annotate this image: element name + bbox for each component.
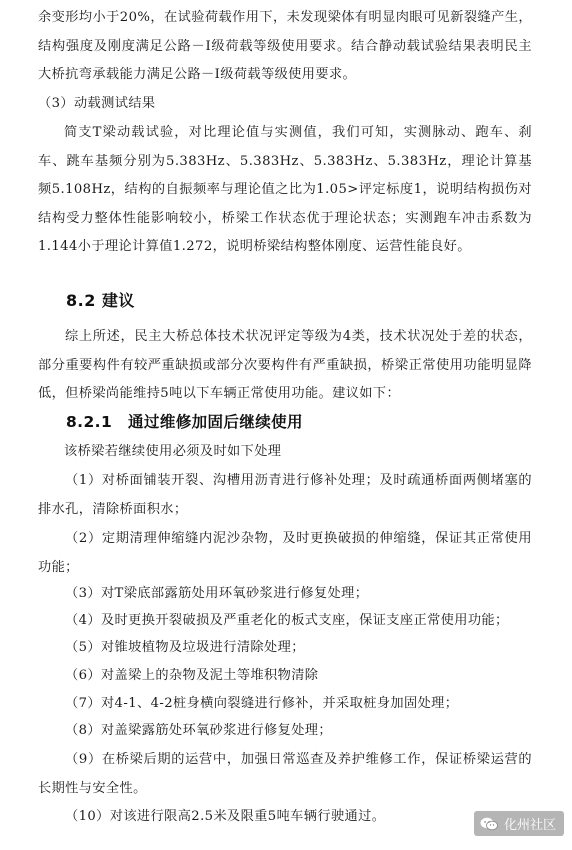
section-title-8-2-1: 8.2.1 通过维修加固后继续使用	[66, 413, 303, 431]
watermark-text: 化州社区	[503, 818, 556, 833]
wechat-icon	[480, 817, 498, 831]
measure-item-9: （9）在桥梁后期的运营中，加强日常巡查及养护维修工作，保证桥梁运营的长期性与安全性。	[38, 752, 532, 796]
measure-item-5: （5）对锥坡植物及垃圾进行清除处理；	[65, 640, 305, 655]
measure-item-10: （10）对该进行限高2.5米及限重5吨车辆行驶通过。	[65, 809, 386, 824]
paragraph-intro-measures: 该桥梁若继续使用必须及时如下处理	[64, 444, 282, 459]
dynamic-test-heading: （3）动载测试结果	[38, 96, 156, 111]
measure-item-7: （7）对4-1、4-2桩身横向裂缝进行修补，并采取桩身加固处理；	[65, 696, 459, 711]
paragraph-static-load-conclusion: 余变形均小于20%，在试验荷载作用下，未发现梁体有明显肉眼可见新裂缝产生，结构强度及刚度满足公路－Ⅰ级荷载等级使用要求。结合静动载试验结果表明民主大桥抗弯承载能力满足公路－Ⅰ级荷载等级使用要求。	[38, 10, 532, 83]
source-watermark	[474, 811, 564, 836]
paragraph-dynamic-test-result: 简支T梁动载试验，对比理论值与实测值，我们可知，实测脉动、跑车、刹车、跳车基频分别为5.383Hz、5.383Hz、5.383Hz、5.383Hz，理论计算基频5.108Hz，结构的自振频率与理论值之比为1.05>评定标度1，说明结构损伤对结构受力整体性能影响较小，桥梁工作状态优于理论状态；实测跑车冲击系数为1.144小于理论计算值1.272，说明桥梁结构整体刚度、运营性能良好。	[38, 125, 532, 255]
measure-item-4: （4）及时更换开裂破损及严重老化的板式支座，保证支座正常使用功能；	[65, 613, 509, 628]
measure-item-1: （1）对桥面铺装开裂、沟槽用沥青进行修补处理；及时疏通桥面两侧堵塞的排水孔，清除桥面积水；	[38, 473, 532, 517]
measure-item-8: （8）对盖梁露筋处环氧砂浆进行修复处理；	[65, 723, 332, 738]
measure-item-2: （2）定期清理伸缩缝内泥沙杂物，及时更换破损的伸缩缝，保证其正常使用功能；	[38, 531, 532, 575]
measure-item-6: （6）对盖梁上的杂物及泥土等堆积物清除	[65, 668, 319, 683]
measure-item-3: （3）对T梁底部露筋处用环氧砂浆进行修复处理；	[65, 586, 369, 601]
section-title-8-2: 8.2 建议	[66, 291, 135, 310]
paragraph-summary: 综上所述，民主大桥总体技术状况评定等级为4类，技术状况处于差的状态，部分重要构件有较严重缺损或部分次要构件有严重缺损，桥梁正常使用功能明显降低，但桥梁尚能维持5吨以下车辆正常使用功能。建议如下：	[38, 329, 532, 402]
